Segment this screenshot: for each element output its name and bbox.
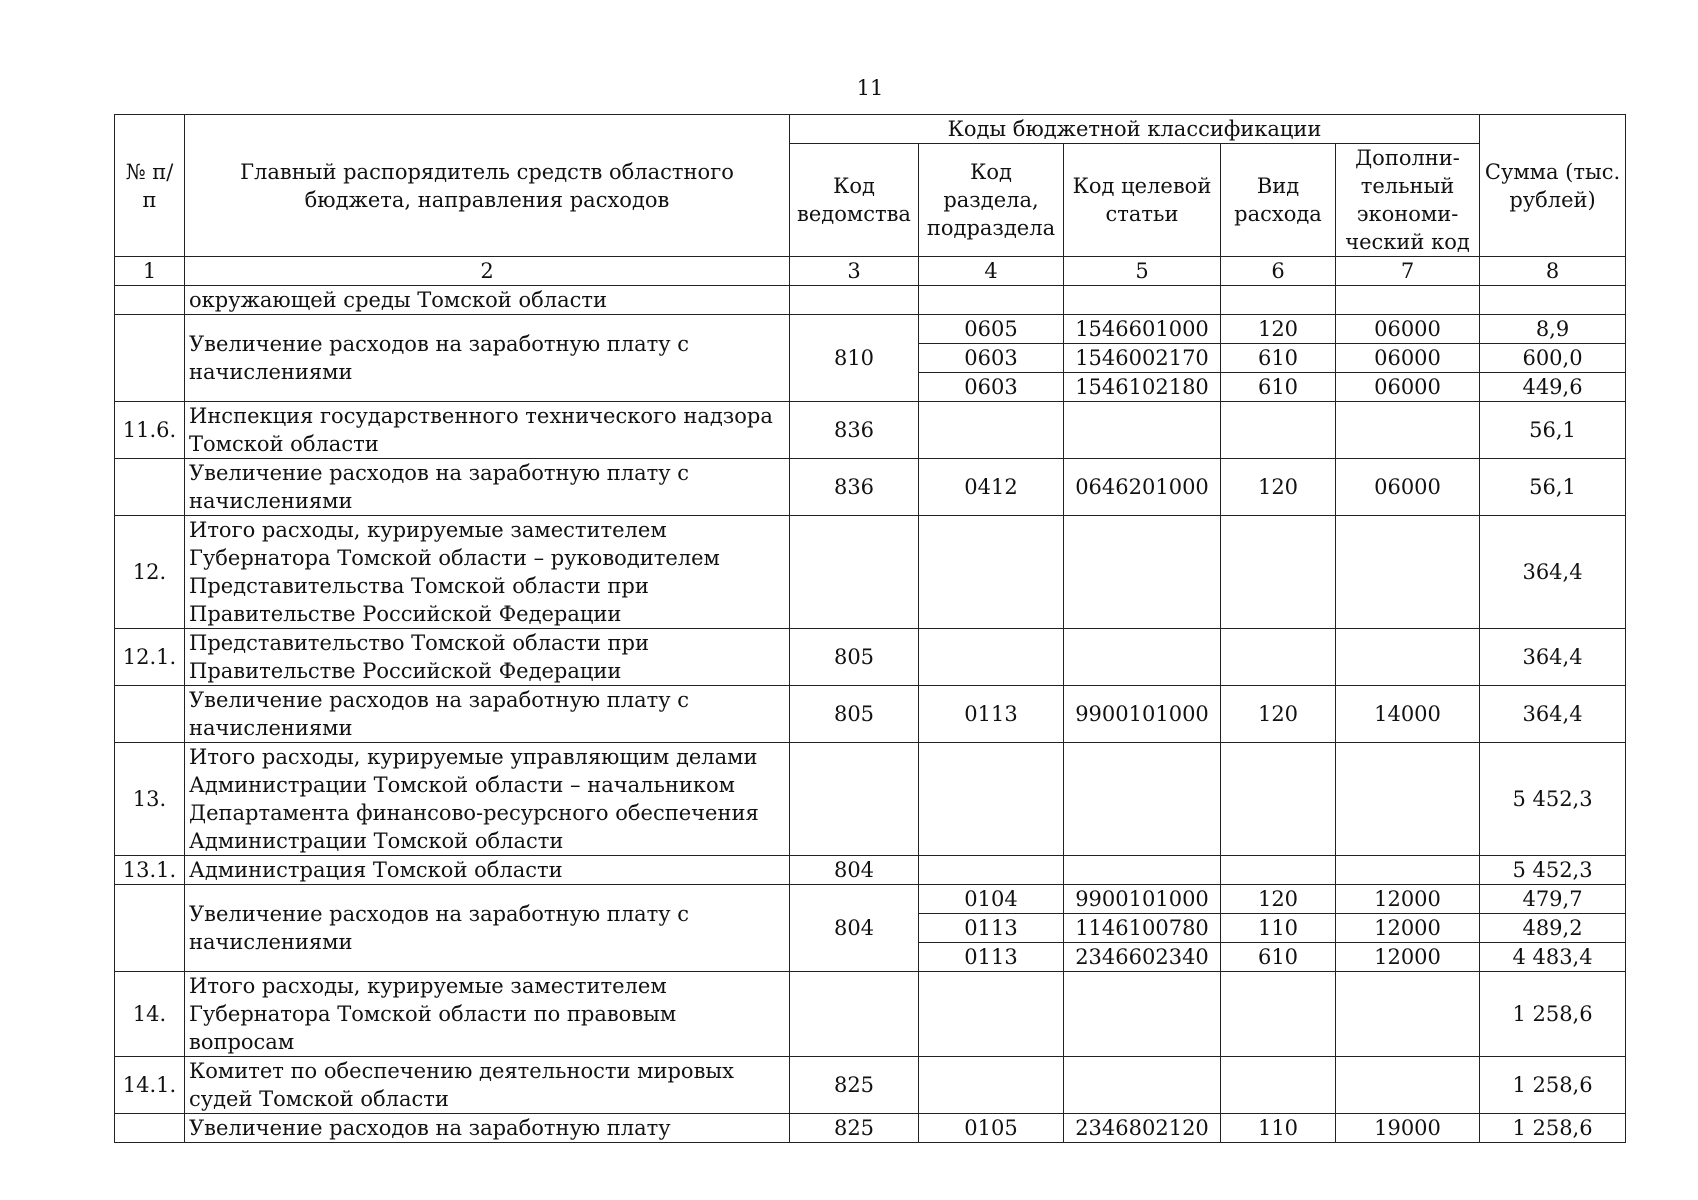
code-ved: 805 (790, 686, 919, 743)
sum-value: 1 258,6 (1480, 1057, 1626, 1114)
table-row (115, 686, 1626, 743)
code-razdel: 0113 (919, 943, 1064, 972)
code-vid: 120 (1221, 459, 1336, 516)
sum-value: 600,0 (1480, 344, 1626, 373)
column-number: 2 (185, 257, 790, 286)
column-numbers-row (115, 257, 1626, 286)
sum-value: 489,2 (1480, 914, 1626, 943)
header-sum: Сумма (тыс. рублей) (1480, 115, 1626, 257)
sum-value: 364,4 (1480, 629, 1626, 686)
row-description: Увеличение расходов на заработную плату с начислениями (185, 459, 790, 516)
code-tsel: 1146100780 (1064, 914, 1221, 943)
code-tsel: 1546102180 (1064, 373, 1221, 402)
column-number: 3 (790, 257, 919, 286)
header-razdel: Код раздела, подраздела (919, 144, 1064, 257)
header-dop: Дополни-тельный экономи-ческий код (1336, 144, 1480, 257)
code-vid: 120 (1221, 885, 1336, 914)
code-tsel: 9900101000 (1064, 885, 1221, 914)
row-description: Итого расходы, курируемые заместителем Губернатора Томской области – руководителем Представительства Томской области при Правительстве Российской Федерации (185, 516, 790, 629)
column-number: 4 (919, 257, 1064, 286)
row-description: Увеличение расходов на заработную плату с начислениями (185, 686, 790, 743)
row-number: 12.1. (115, 629, 185, 686)
code-dop: 14000 (1336, 686, 1480, 743)
table-row (115, 1057, 1626, 1114)
sum-value: 1 258,6 (1480, 972, 1626, 1057)
code-ved: 836 (790, 402, 919, 459)
table-row (115, 629, 1626, 686)
row-description: Увеличение расходов на заработную плату с начислениями (185, 885, 790, 972)
column-number: 1 (115, 257, 185, 286)
code-vid: 610 (1221, 344, 1336, 373)
code-ved: 805 (790, 629, 919, 686)
table-row (115, 286, 1626, 315)
code-vid: 120 (1221, 315, 1336, 344)
code-vid: 110 (1221, 1114, 1336, 1143)
header-codes-group: Коды бюджетной классификации (790, 115, 1480, 144)
code-dop: 12000 (1336, 914, 1480, 943)
code-ved: 825 (790, 1114, 919, 1143)
row-description: Увеличение расходов на заработную плату (185, 1114, 790, 1143)
sum-value: 1 258,6 (1480, 1114, 1626, 1143)
row-description: Комитет по обеспечению деятельности мировых судей Томской области (185, 1057, 790, 1114)
code-dop: 19000 (1336, 1114, 1480, 1143)
row-description: Итого расходы, курируемые управляющим делами Администрации Томской области – начальником Департамента финансово-ресурсного обеспечения Администрации Томской области (185, 743, 790, 856)
code-vid: 610 (1221, 373, 1336, 402)
table-row (115, 972, 1626, 1057)
header-name: Главный распорядитель средств областного бюджета, направления расходов (185, 115, 790, 257)
budget-table (114, 114, 1626, 1143)
code-dop: 06000 (1336, 344, 1480, 373)
code-razdel: 0105 (919, 1114, 1064, 1143)
table-row (115, 459, 1626, 516)
code-razdel: 0104 (919, 885, 1064, 914)
page-number: 11 (856, 76, 884, 100)
table-row (115, 516, 1626, 629)
row-description: Итого расходы, курируемые заместителем Губернатора Томской области по правовым вопросам (185, 972, 790, 1057)
table-row (115, 743, 1626, 856)
code-dop: 06000 (1336, 373, 1480, 402)
code-vid: 610 (1221, 943, 1336, 972)
row-description: Увеличение расходов на заработную плату с начислениями (185, 315, 790, 402)
row-number: 11.6. (115, 402, 185, 459)
row-description: Представительство Томской области при Правительстве Российской Федерации (185, 629, 790, 686)
table-row (115, 402, 1626, 459)
sum-value: 5 452,3 (1480, 743, 1626, 856)
column-number: 5 (1064, 257, 1221, 286)
column-number: 8 (1480, 257, 1626, 286)
sum-value: 56,1 (1480, 459, 1626, 516)
sum-value: 4 483,4 (1480, 943, 1626, 972)
row-number: 13. (115, 743, 185, 856)
code-dop: 06000 (1336, 315, 1480, 344)
code-razdel: 0412 (919, 459, 1064, 516)
code-ved: 810 (790, 315, 919, 402)
code-ved: 836 (790, 459, 919, 516)
code-tsel: 2346602340 (1064, 943, 1221, 972)
code-vid: 120 (1221, 686, 1336, 743)
code-dop: 12000 (1336, 885, 1480, 914)
sum-value: 364,4 (1480, 516, 1626, 629)
code-ved: 825 (790, 1057, 919, 1114)
table-row (115, 885, 1626, 914)
sum-value: 5 452,3 (1480, 856, 1626, 885)
code-dop: 06000 (1336, 459, 1480, 516)
code-dop: 12000 (1336, 943, 1480, 972)
code-tsel: 0646201000 (1064, 459, 1221, 516)
row-number: 12. (115, 516, 185, 629)
row-number: 13.1. (115, 856, 185, 885)
code-ved: 804 (790, 885, 919, 972)
code-razdel: 0113 (919, 914, 1064, 943)
code-tsel: 1546002170 (1064, 344, 1221, 373)
code-ved: 804 (790, 856, 919, 885)
column-number: 6 (1221, 257, 1336, 286)
row-number: 14. (115, 972, 185, 1057)
header-ved: Код ведомства (790, 144, 919, 257)
sum-value: 56,1 (1480, 402, 1626, 459)
header-vid: Вид расхода (1221, 144, 1336, 257)
code-razdel: 0603 (919, 373, 1064, 402)
sum-value: 364,4 (1480, 686, 1626, 743)
header-tsel: Код целевой статьи (1064, 144, 1221, 257)
column-number: 7 (1336, 257, 1480, 286)
code-tsel: 1546601000 (1064, 315, 1221, 344)
code-tsel: 9900101000 (1064, 686, 1221, 743)
code-tsel: 2346802120 (1064, 1114, 1221, 1143)
table-row (115, 315, 1626, 344)
header-num: № п/п (115, 115, 185, 257)
code-razdel: 0113 (919, 686, 1064, 743)
row-description: Инспекция государственного технического надзора Томской области (185, 402, 790, 459)
sum-value: 479,7 (1480, 885, 1626, 914)
code-razdel: 0603 (919, 344, 1064, 373)
code-vid: 110 (1221, 914, 1336, 943)
table-header (115, 115, 1626, 286)
row-number: 14.1. (115, 1057, 185, 1114)
table-row (115, 1114, 1626, 1143)
row-description: окружающей среды Томской области (185, 286, 790, 315)
code-razdel: 0605 (919, 315, 1064, 344)
table-row (115, 856, 1626, 885)
sum-value: 8,9 (1480, 315, 1626, 344)
row-description: Администрация Томской области (185, 856, 790, 885)
sum-value: 449,6 (1480, 373, 1626, 402)
